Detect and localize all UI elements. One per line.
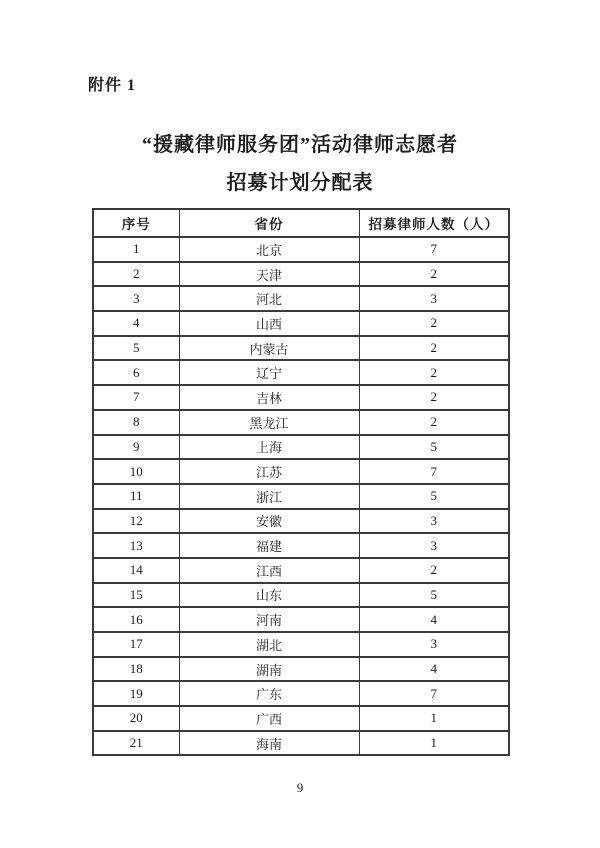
province-cell: 山西 xyxy=(179,311,359,336)
lawyer-count-cell: 2 xyxy=(359,336,509,361)
table-row xyxy=(93,731,509,756)
serial-number-cell: 5 xyxy=(93,336,179,361)
serial-number-cell: 12 xyxy=(93,509,179,534)
lawyer-count-cell: 3 xyxy=(359,509,509,534)
table-row xyxy=(93,657,509,682)
table-row xyxy=(93,262,509,287)
province-cell: 江西 xyxy=(179,558,359,583)
lawyer-count-cell: 4 xyxy=(359,657,509,682)
lawyer-count-cell: 2 xyxy=(359,262,509,287)
province-cell: 天津 xyxy=(179,262,359,287)
table-row xyxy=(93,583,509,608)
table-row xyxy=(93,484,509,509)
lawyer-count-cell: 7 xyxy=(359,237,509,262)
lawyer-count-cell: 2 xyxy=(359,385,509,410)
table-row xyxy=(93,311,509,336)
serial-number-cell: 21 xyxy=(93,731,179,756)
lawyer-count-cell: 2 xyxy=(359,311,509,336)
table-row xyxy=(93,509,509,534)
title-line-1: “援藏律师服务团”活动律师志愿者 xyxy=(142,134,458,156)
province-cell: 北京 xyxy=(179,237,359,262)
table-row xyxy=(93,410,509,435)
serial-number-cell: 6 xyxy=(93,360,179,385)
province-cell: 山东 xyxy=(179,583,359,608)
lawyer-count-cell: 7 xyxy=(359,681,509,706)
serial-number-cell: 4 xyxy=(93,311,179,336)
header-lawyer-count: 招募律师人数（人） xyxy=(359,209,509,237)
serial-number-cell: 13 xyxy=(93,533,179,558)
province-cell: 浙江 xyxy=(179,484,359,509)
lawyer-count-cell: 3 xyxy=(359,533,509,558)
lawyer-count-cell: 4 xyxy=(359,607,509,632)
serial-number-cell: 2 xyxy=(93,262,179,287)
province-cell: 福建 xyxy=(179,533,359,558)
province-cell: 湖北 xyxy=(179,632,359,657)
serial-number-cell: 18 xyxy=(93,657,179,682)
lawyer-count-cell: 1 xyxy=(359,706,509,731)
attachment-label: 附件 1 xyxy=(88,77,137,94)
serial-number-cell: 15 xyxy=(93,583,179,608)
table-header-row xyxy=(93,209,509,237)
table-row xyxy=(93,681,509,706)
province-cell: 内蒙古 xyxy=(179,336,359,361)
table-row xyxy=(93,336,509,361)
lawyer-count-cell: 3 xyxy=(359,632,509,657)
province-cell: 广西 xyxy=(179,706,359,731)
serial-number-cell: 10 xyxy=(93,459,179,484)
serial-number-cell: 8 xyxy=(93,410,179,435)
header-province: 省份 xyxy=(179,209,359,237)
table-row xyxy=(93,360,509,385)
title-line-2: 招募计划分配表 xyxy=(226,172,374,194)
province-cell: 吉林 xyxy=(179,385,359,410)
lawyer-count-cell: 2 xyxy=(359,558,509,583)
table-row xyxy=(93,385,509,410)
serial-number-cell: 1 xyxy=(93,237,179,262)
serial-number-cell: 11 xyxy=(93,484,179,509)
serial-number-cell: 16 xyxy=(93,607,179,632)
province-cell: 湖南 xyxy=(179,657,359,682)
table-row xyxy=(93,435,509,460)
header-serial-number: 序号 xyxy=(93,209,179,237)
province-cell: 江苏 xyxy=(179,459,359,484)
table-row xyxy=(93,706,509,731)
province-cell: 上海 xyxy=(179,435,359,460)
table-row xyxy=(93,237,509,262)
serial-number-cell: 9 xyxy=(93,435,179,460)
province-cell: 河南 xyxy=(179,607,359,632)
province-cell: 辽宁 xyxy=(179,360,359,385)
province-cell: 广东 xyxy=(179,681,359,706)
page-number: 9 xyxy=(296,780,304,795)
lawyer-count-cell: 5 xyxy=(359,484,509,509)
table-row xyxy=(93,558,509,583)
serial-number-cell: 14 xyxy=(93,558,179,583)
recruitment-plan-table xyxy=(92,208,510,756)
province-cell: 安徽 xyxy=(179,509,359,534)
province-cell: 海南 xyxy=(179,731,359,756)
serial-number-cell: 3 xyxy=(93,286,179,311)
serial-number-cell: 19 xyxy=(93,681,179,706)
lawyer-count-cell: 5 xyxy=(359,583,509,608)
lawyer-count-cell: 5 xyxy=(359,435,509,460)
serial-number-cell: 17 xyxy=(93,632,179,657)
serial-number-cell: 7 xyxy=(93,385,179,410)
table-row xyxy=(93,632,509,657)
serial-number-cell: 20 xyxy=(93,706,179,731)
lawyer-count-cell: 2 xyxy=(359,410,509,435)
province-cell: 河北 xyxy=(179,286,359,311)
table-row xyxy=(93,607,509,632)
lawyer-count-cell: 3 xyxy=(359,286,509,311)
page-title xyxy=(0,126,600,202)
province-cell: 黑龙江 xyxy=(179,410,359,435)
table-row xyxy=(93,459,509,484)
lawyer-count-cell: 1 xyxy=(359,731,509,756)
table-row xyxy=(93,533,509,558)
lawyer-count-cell: 2 xyxy=(359,360,509,385)
lawyer-count-cell: 7 xyxy=(359,459,509,484)
table-row xyxy=(93,286,509,311)
